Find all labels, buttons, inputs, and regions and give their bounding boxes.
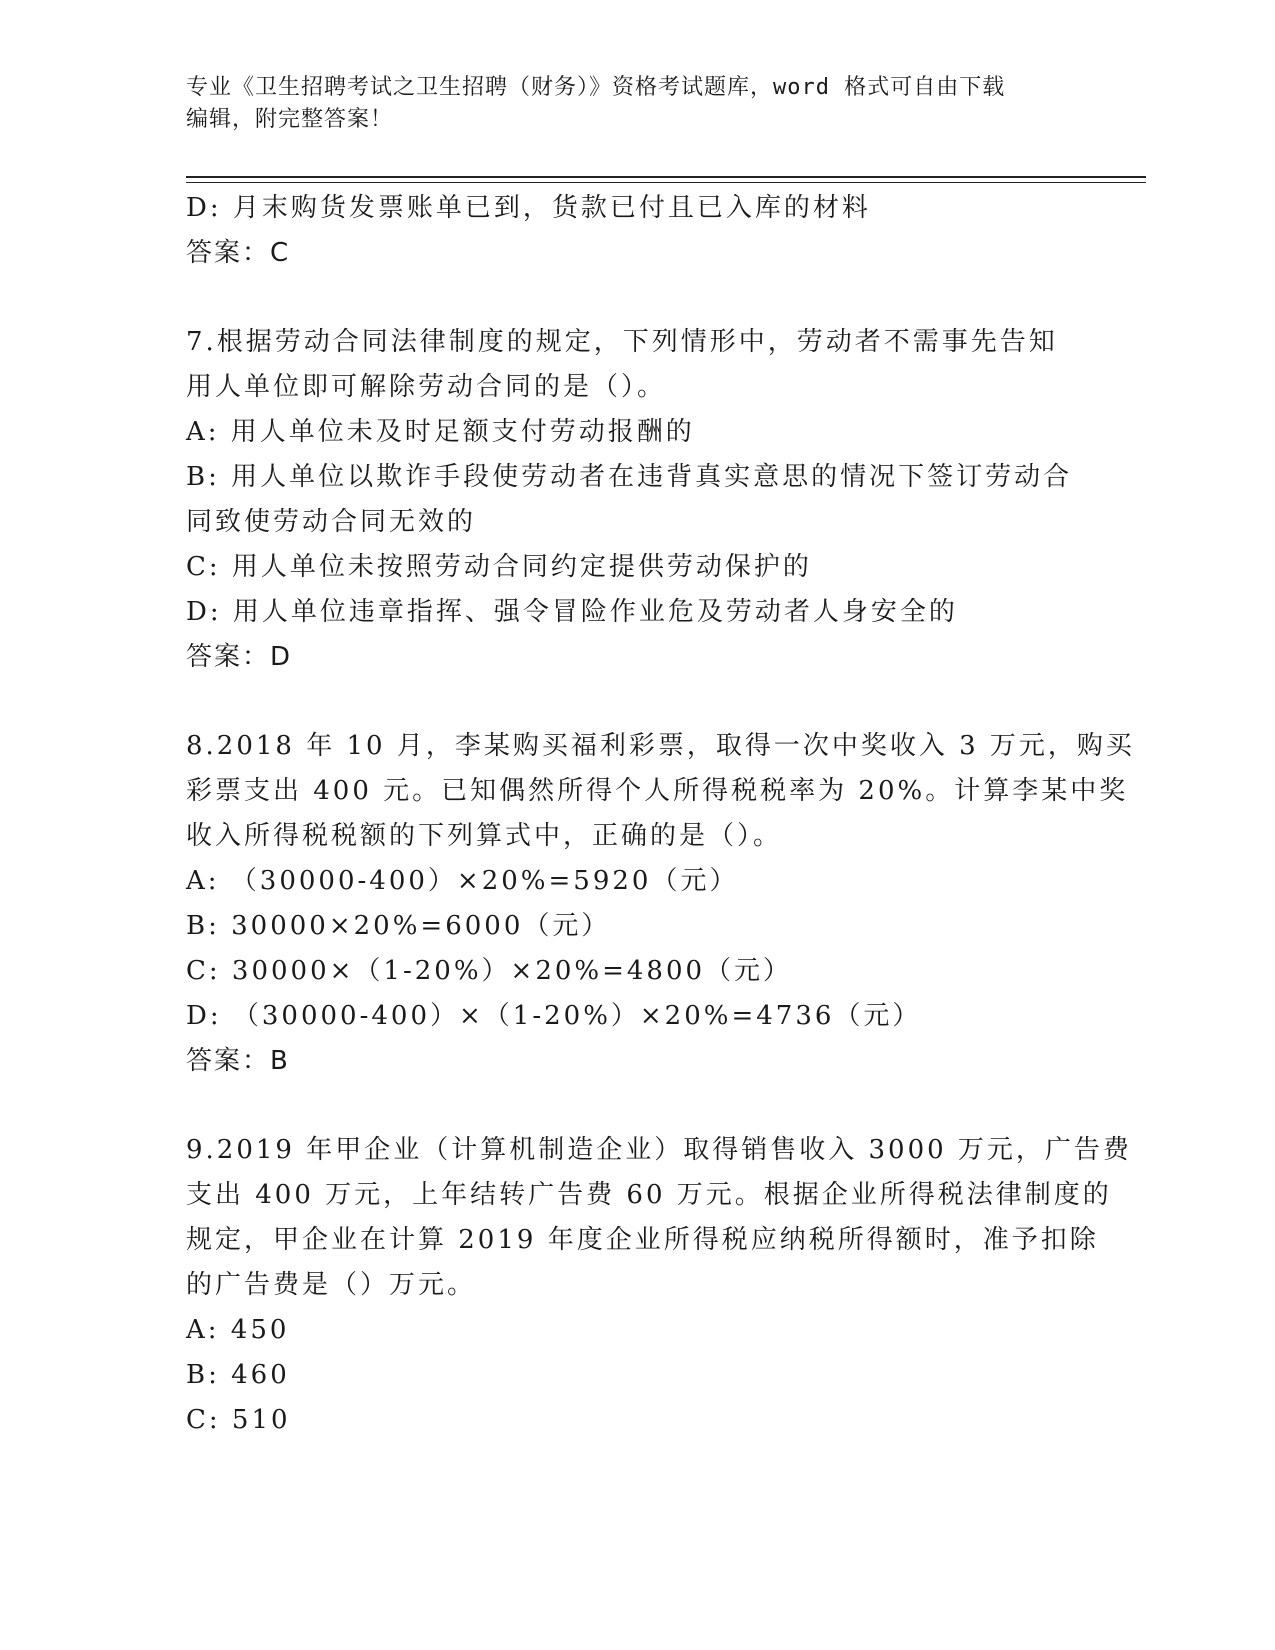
q7-stem-line-1: 7.根据劳动合同法律制度的规定，下列情形中，劳动者不需事先告知 [186,327,1058,357]
header-divider-thin [186,182,1146,183]
q6-option-d: D: 月末购货发票账单已到，货款已付且已入库的材料 [186,193,871,223]
q7-answer: 答案：D [186,642,293,672]
spacer [186,680,1086,724]
q8-option-b: B: 30000×20%=6000（元） [186,911,611,941]
question-7 [186,320,1086,680]
header-title-line-2: 编辑，附完整答案！ [186,107,394,132]
q7-option-c: C: 用人单位未按照劳动合同约定提供劳动保护的 [186,552,812,582]
page-header [186,72,1066,136]
question-6-tail [186,186,1086,276]
q9-stem-line-4: 的广告费是（）万元。 [186,1270,477,1300]
q8-stem-line-3: 收入所得税税额的下列算式中，正确的是（）。 [186,821,783,851]
q7-option-a: A: 用人单位未及时足额支付劳动报酬的 [186,417,695,447]
q7-option-b-line-2: 同致使劳动合同无效的 [186,507,477,537]
q8-stem-line-1: 8.2018 年 10 月，李某购买福利彩票，取得一次中奖收入 3 万元，购买 [186,731,1135,761]
header-divider-thick [186,176,1146,178]
spacer [186,276,1086,320]
question-9 [186,1128,1132,1443]
spacer [186,1084,1086,1128]
q8-option-d: D: （30000-400）×（1-20%）×20%=4736（元） [186,1001,922,1031]
q9-stem-line-1: 9.2019 年甲企业（计算机制造企业）取得销售收入 3000 万元，广告费 [186,1135,1132,1165]
q9-stem-line-3: 规定，甲企业在计算 2019 年度企业所得税应纳税所得额时，准予扣除 [186,1225,1099,1255]
q7-option-b-line-1: B: 用人单位以欺诈手段使劳动者在违背真实意思的情况下签订劳动合 [186,462,1073,492]
q6-answer: 答案：C [186,238,291,268]
q8-stem-line-2: 彩票支出 400 元。已知偶然所得个人所得税税率为 20%。计算李某中奖 [186,776,1129,806]
q7-stem-line-2: 用人单位即可解除劳动合同的是（）。 [186,372,667,402]
q8-option-a: A: （30000-400）×20%=5920（元） [186,866,739,896]
q9-stem-line-2: 支出 400 万元，上年结转广告费 60 万元。根据企业所得税法律制度的 [186,1180,1112,1210]
q8-option-c: C: 30000×（1-20%）×20%=4800（元） [186,956,793,986]
q9-option-c: C: 510 [186,1405,291,1435]
question-8 [186,724,1135,1084]
q7-option-d: D: 用人单位违章指挥、强令冒险作业危及劳动者人身安全的 [186,597,958,627]
q9-option-a: A: 450 [186,1315,290,1345]
question-content [186,186,1135,1443]
q8-answer: 答案：B [186,1046,290,1076]
q9-option-b: B: 460 [186,1360,290,1390]
header-title-line-1: 专业《卫生招聘考试之卫生招聘（财务）》资格考试题库，word 格式可自由下载 [186,75,1006,100]
